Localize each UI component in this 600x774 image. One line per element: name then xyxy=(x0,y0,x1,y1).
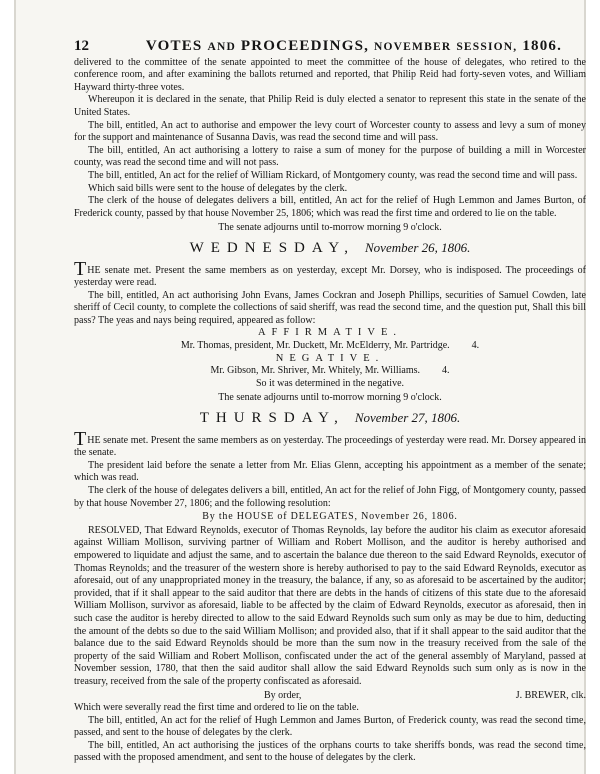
drop-cap: T xyxy=(74,427,87,450)
negative-names: Mr. Gibson, Mr. Shriver, Mr. Whitely, Mr. Williams. xyxy=(210,365,421,377)
paragraph: The bill, entitled, An act authorising John Evans, James Cockran and Joseph Phillips, securities of Samuel Cowden, late sheriff of Cecil county, to complete the collections of said sheriff, was read the second time, and the question put, Shall this bill pass? The yeas and nays being required, appeared as follow: xyxy=(74,289,586,326)
affirmative-count: 4. xyxy=(471,340,480,352)
section-thursday xyxy=(74,412,586,765)
day-heading xyxy=(74,239,586,257)
paragraph-text: HE senate met. Present the same members as on yesterday, except Mr. Dorsey, who is indisposed. The proceedings of yesterday were read. xyxy=(74,264,586,289)
paragraph: The bill, entitled, An act authorising the justices of the orphans courts to take sheriffs bonds, was read the second time, passed with the proposed amendment, and sent to the house of delegates by the clerk. xyxy=(74,739,586,764)
resolution-heading: By the HOUSE of DELEGATES, November 26, 1806. xyxy=(202,511,458,523)
paragraph: The clerk of the house of delegates delivers a bill, entitled, An act for the relief of John Figg, of Montgomery county, passed by that house November 27, 1806; and the following resolution: xyxy=(74,485,586,509)
date: November 27, 1806. xyxy=(354,410,461,426)
running-head-year: 1806. xyxy=(522,38,563,54)
section-wednesday xyxy=(74,239,586,405)
paragraph: Whereupon it is declared in the senate, that Philip Reid is duly elected a senator to represent this state in the senate of the United States. xyxy=(74,94,586,118)
section-continuation xyxy=(74,57,586,235)
running-head-session: SESSION, xyxy=(456,41,518,53)
signature-line xyxy=(74,690,586,703)
running-header xyxy=(74,40,586,54)
running-head-month: NOVEMBER xyxy=(374,41,452,53)
running-head-proceedings: PROCEEDINGS, xyxy=(240,38,370,54)
negative-votes xyxy=(74,365,586,378)
drop-cap: T xyxy=(74,257,87,280)
weekday: WEDNESDAY, xyxy=(189,239,355,256)
paragraph: Which said bills were sent to the house of delegates by the clerk. xyxy=(88,182,348,194)
paragraph: The bill, entitled, An act for the relief of Hugh Lemmon and James Burton, of Frederick county, was read the second time, passed, and sent to the house of delegates by the clerk. xyxy=(74,714,586,739)
vote-result: So it was determined in the negative. xyxy=(255,377,405,389)
adjournment-note: The senate adjourns until to-morrow morning 9 o'clock. xyxy=(218,392,442,404)
paragraph: The clerk of the house of delegates delivers a bill, entitled, An act for the relief of Hugh Lemmon and James Burton, of Frederick county, passed by that house November 25, 1806; which was read the first time and ordered to lie on the table. xyxy=(74,195,586,219)
paragraph xyxy=(74,257,586,290)
affirmative-names: Mr. Thomas, president, Mr. Duckett, Mr. McElderry, Mr. Partridge. xyxy=(180,340,450,352)
adjournment-note: The senate adjourns until to-morrow morning 9 o'clock. xyxy=(218,222,442,234)
weekday: THURSDAY, xyxy=(199,410,345,427)
affirmative-heading: AFFIRMATIVE. xyxy=(257,327,403,339)
paragraph: delivered to the committee of the senate appointed to meet the committee of the house of delegates, who retired to the conference room, and after examining the ballots returned and reported, that Philip Reid had forty-seven votes, and William Hayward thirty-three votes. xyxy=(74,56,586,93)
paragraph: The bill, entitled, An act for the relief of William Rickard, of Montgomery county, was read the second time and will pass. xyxy=(88,169,578,181)
running-head-votes: VOTES xyxy=(145,38,203,54)
running-head-and: AND xyxy=(207,41,236,53)
paragraph: The bill, entitled, An act authorising a lottery to raise a sum of money for the purpose of building a mill in Worcester county, was read the second time and will not pass. xyxy=(74,144,586,169)
running-head xyxy=(122,40,586,54)
by-order: By order, xyxy=(264,689,302,701)
day-heading xyxy=(74,412,586,427)
resolution-text: RESOLVED, That Edward Reynolds, executor of Thomas Reynolds, lay before the auditor his claim as executor aforesaid against William Mollison, surviving partner of William and Robert Mollison, and the auditor is hereby authorised and empowered to liquidate and adjust the same, and to ascertain the balance due thereon to the said Edward Reynolds, executor of Thomas Reynolds; and the treasurer of the western shore is hereby authorised to pay to the said Edward Reynolds, executor as aforesaid, out of any unappropriated money in the treasury, the balance, if any, so as aforesaid to be ascertained by the auditor; provided, that if it shall appear to the said auditor that there are debts in the hands of citizens of this state due to the aforesaid William Mollison, survivor as aforesaid, liable to be affected by the claim of Edward Reynolds, executor as aforesaid, then in such case the auditor is hereby directed to allow to the said Edward Reynolds such sum only as may be due to him, deducting the amount of the debts so due to the said William Mollison; and provided also, that if it shall appear to the said auditor that the balance due to the said Edward Reynolds should be more than the sum now in the treasury received from the sale of the property of the said William and Robert Mollison, confiscated under the act of the general assembly of Maryland, passed at November session, 1780, that then the said auditor shall allow the said Edward Reynolds such sum only as is now in the treasury, received from the sale of the property confiscated as aforesaid. xyxy=(74,524,586,687)
paragraph: Which were severally read the first time and ordered to lie on the table. xyxy=(74,702,359,714)
paragraph-text: HE senate met. Present the same members as on yesterday. The proceedings of yesterday were read. Mr. Dorsey appeared in the senate. xyxy=(74,434,586,459)
clerk-signature: J. BREWER, clk. xyxy=(515,689,586,701)
page-number: 12 xyxy=(74,38,89,54)
negative-count: 4. xyxy=(442,365,450,377)
negative-heading: NEGATIVE. xyxy=(275,352,385,364)
document-page xyxy=(14,0,586,774)
paragraph: The president laid before the senate a letter from Mr. Elias Glenn, accepting his appointment as a member of the senate; which was read. xyxy=(74,459,586,484)
paragraph: The bill, entitled, An act to authorise and empower the levy court of Worcester county to assess and levy a sum of money for the support and maintenance of Susanna Davis, was read the second time and will pass. xyxy=(74,119,586,144)
page-text xyxy=(74,40,586,765)
affirmative-votes xyxy=(74,340,586,353)
date: November 26, 1806. xyxy=(365,239,471,255)
paragraph xyxy=(74,427,586,460)
